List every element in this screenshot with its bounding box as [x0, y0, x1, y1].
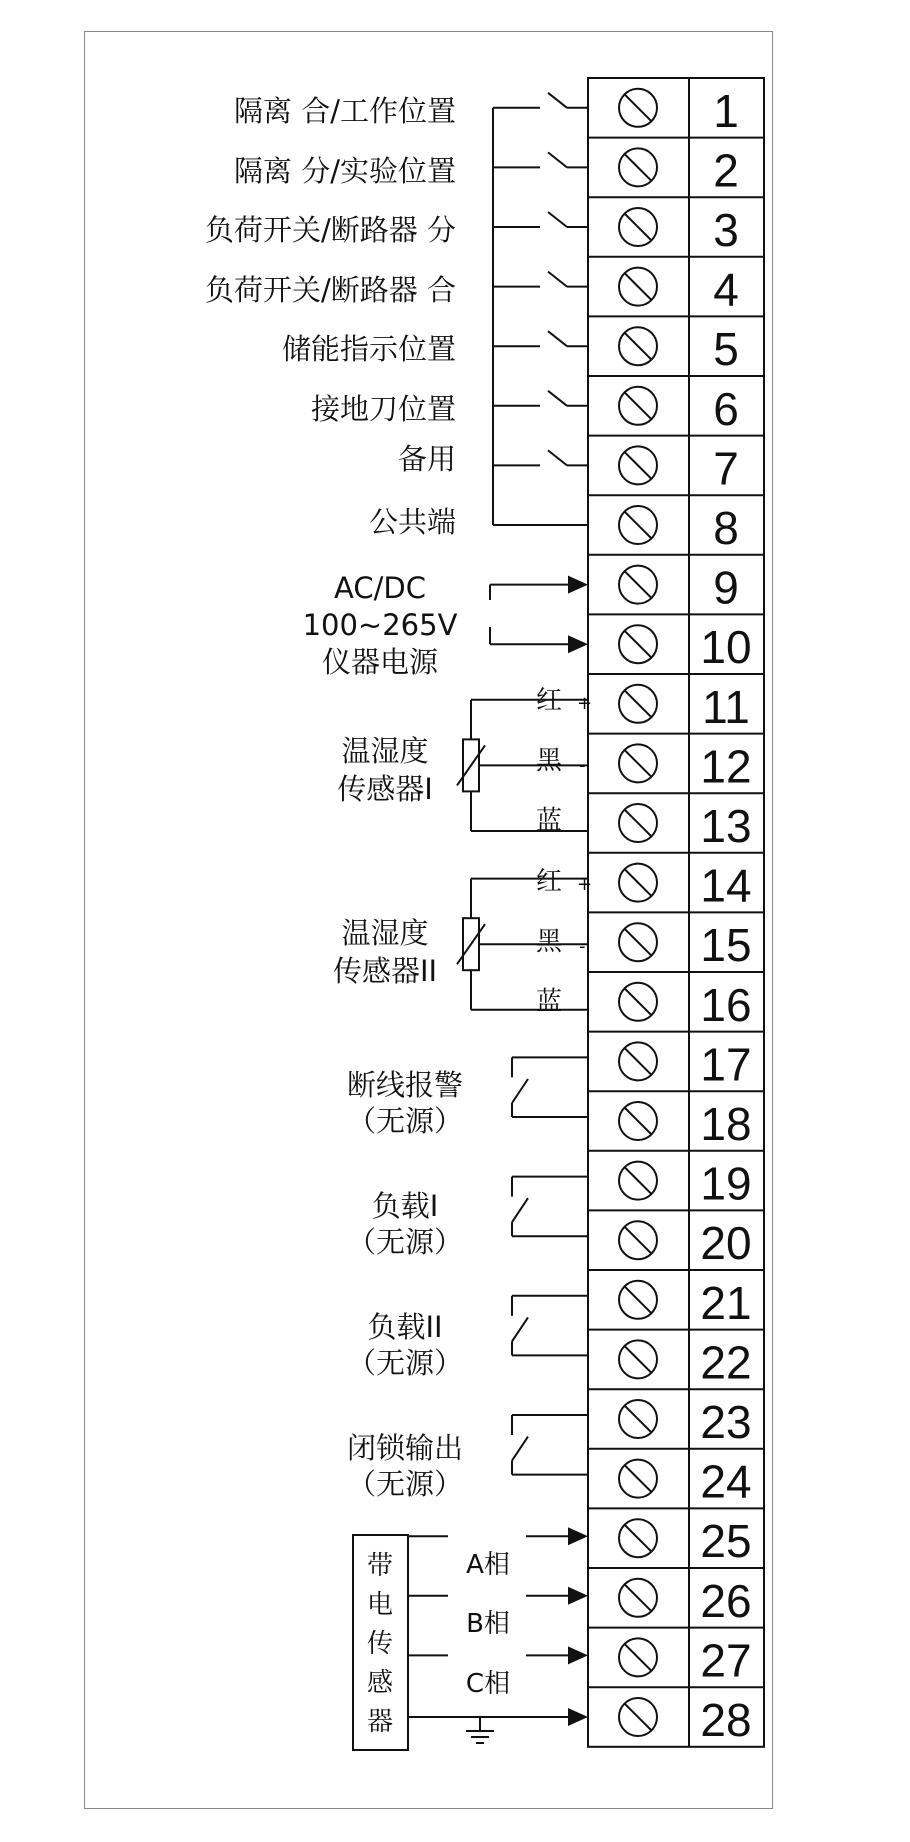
- live-sensor-char-1: 带: [366, 1551, 394, 1581]
- phase-c-label: C相: [465, 1669, 511, 1699]
- output3-label-2: （无源）: [346, 1346, 464, 1380]
- terminal-number-11: 11: [702, 680, 750, 733]
- phase-b-arrow-head: [568, 1587, 588, 1605]
- screw-slot: [625, 1525, 651, 1551]
- screw-slot: [625, 274, 651, 300]
- switch-label-4: 负荷开关/断路器 合: [205, 273, 456, 307]
- switch-label-3: 负荷开关/断路器 分: [205, 213, 456, 247]
- screw-slot: [625, 989, 651, 1015]
- screw-slot: [625, 95, 651, 121]
- live-sensor-char-2: 电: [366, 1590, 394, 1620]
- output4-label-2: （无源）: [346, 1467, 464, 1501]
- live-sensor-char-5: 器: [366, 1707, 394, 1737]
- terminal-number-26: 26: [700, 1574, 752, 1627]
- screw-slot: [625, 1466, 651, 1492]
- output4-label-1: 闭锁输出: [346, 1431, 464, 1465]
- switch-contact: [548, 272, 567, 287]
- sensor2-plus: +: [577, 874, 593, 895]
- terminal-number-1: 1: [713, 84, 739, 137]
- terminal-number-22: 22: [700, 1336, 752, 1389]
- output1-label-1: 断线报警: [346, 1068, 464, 1102]
- screw-slot: [625, 1704, 651, 1730]
- sensor2-wire-red: 红: [536, 867, 563, 897]
- terminal-number-19: 19: [700, 1157, 752, 1210]
- switch-contact: [548, 331, 567, 346]
- terminal-number-16: 16: [700, 978, 752, 1031]
- terminal-number-20: 20: [700, 1217, 752, 1270]
- screw-slot: [625, 1287, 651, 1313]
- output4-contact: [512, 1437, 528, 1461]
- screw-slot: [625, 452, 651, 478]
- terminal-block: [588, 78, 764, 1747]
- screw-slot: [625, 1227, 651, 1253]
- terminal-number-5: 5: [713, 323, 739, 376]
- screw-slot: [625, 214, 651, 240]
- output2-contact: [512, 1198, 528, 1222]
- power-label-3: 仪器电源: [321, 645, 439, 679]
- terminal-number-25: 25: [700, 1515, 752, 1568]
- screw-slot: [625, 750, 651, 776]
- screw-slot: [625, 333, 651, 359]
- screw-slot: [625, 870, 651, 896]
- output1-contact: [512, 1079, 528, 1103]
- switch-label-7: 备用: [397, 442, 456, 476]
- phase-a-arrow-head: [568, 1527, 588, 1545]
- phase-b-label: B相: [466, 1609, 510, 1639]
- sensor1-plus: +: [577, 693, 593, 714]
- sensor1-label-2: 传感器I: [337, 772, 433, 806]
- screw-slot: [625, 1048, 651, 1074]
- terminal-number-2: 2: [713, 144, 739, 197]
- terminal-number-7: 7: [713, 442, 739, 495]
- screw-slot: [625, 1108, 651, 1134]
- terminal-number-17: 17: [700, 1038, 752, 1091]
- live-sensor-char-4: 感: [366, 1668, 394, 1698]
- screw-slot: [625, 1406, 651, 1432]
- output3-contact: [512, 1317, 528, 1341]
- switch-label-2: 隔离 分/实验位置: [234, 154, 456, 188]
- terminal-number-23: 23: [700, 1396, 752, 1448]
- sensor1-label-1: 温湿度: [341, 734, 429, 768]
- sensor2-label-2: 传感器II: [332, 954, 438, 988]
- sensor2-wire-blue: 蓝: [536, 987, 563, 1017]
- output3-label-1: 负载II: [367, 1310, 443, 1344]
- terminal-number-8: 8: [713, 502, 739, 554]
- screw-slot: [625, 572, 651, 598]
- power-label-1: AC/DC: [334, 571, 426, 605]
- switch-contact: [548, 450, 567, 465]
- sensor1-minus: -: [579, 755, 586, 776]
- screw-slot: [625, 393, 651, 419]
- terminal-number-6: 6: [713, 382, 739, 435]
- phase-c-arrow-head: [568, 1646, 588, 1664]
- live-sensor-char-3: 传: [366, 1629, 394, 1659]
- switch-contact: [548, 391, 567, 406]
- screw-slot: [625, 631, 651, 657]
- terminal-number-9: 9: [713, 561, 739, 614]
- terminal-number-14: 14: [700, 859, 752, 912]
- terminal-number-4: 4: [713, 263, 739, 316]
- sensor1-wire-red: 红: [536, 686, 563, 716]
- switch-label-1: 隔离 合/工作位置: [234, 94, 456, 128]
- sensor1-wire-black: 黑: [536, 746, 563, 776]
- terminal-number-15: 15: [700, 919, 752, 972]
- power-label-2: 100~265V: [302, 608, 458, 642]
- terminal-number-28: 28: [700, 1694, 752, 1746]
- switch-label-5: 储能指示位置: [281, 332, 456, 366]
- power-arrow-10-head: [568, 635, 588, 653]
- terminal-number-18: 18: [700, 1098, 752, 1150]
- switch-contact: [548, 152, 567, 167]
- switch-contact: [548, 212, 567, 227]
- terminal-number-21: 21: [700, 1276, 752, 1329]
- screw-slot: [625, 1168, 651, 1194]
- screw-slot: [625, 1346, 651, 1372]
- terminal-number-10: 10: [700, 621, 752, 674]
- power-arrow-9-head: [568, 576, 588, 594]
- terminal-number-24: 24: [700, 1455, 752, 1508]
- phase-a-label: A相: [466, 1550, 510, 1580]
- sensor1-wire-blue: 蓝: [536, 806, 563, 836]
- ground-arrow-head: [568, 1708, 588, 1726]
- terminal-number-3: 3: [713, 204, 739, 256]
- output2-label-1: 负载I: [371, 1189, 439, 1223]
- terminal-number-13: 13: [700, 800, 752, 852]
- switch-label-6: 接地刀位置: [310, 392, 456, 426]
- sensor2-minus: -: [579, 936, 586, 957]
- screw-slot: [625, 810, 651, 836]
- output1-label-2: （无源）: [346, 1104, 464, 1138]
- sensor2-label-1: 温湿度: [341, 916, 429, 950]
- screw-slot: [625, 512, 651, 538]
- terminal-number-27: 27: [700, 1634, 752, 1687]
- screw-slot: [625, 929, 651, 955]
- switch-contact: [548, 93, 567, 108]
- output2-label-2: （无源）: [346, 1225, 464, 1259]
- sensor2-wire-black: 黑: [536, 927, 563, 957]
- screw-slot: [625, 1644, 651, 1670]
- terminal-number-12: 12: [700, 740, 752, 793]
- common-label: 公共端: [368, 505, 456, 539]
- screw-slot: [625, 691, 651, 717]
- screw-slot: [625, 1585, 651, 1611]
- screw-slot: [625, 154, 651, 180]
